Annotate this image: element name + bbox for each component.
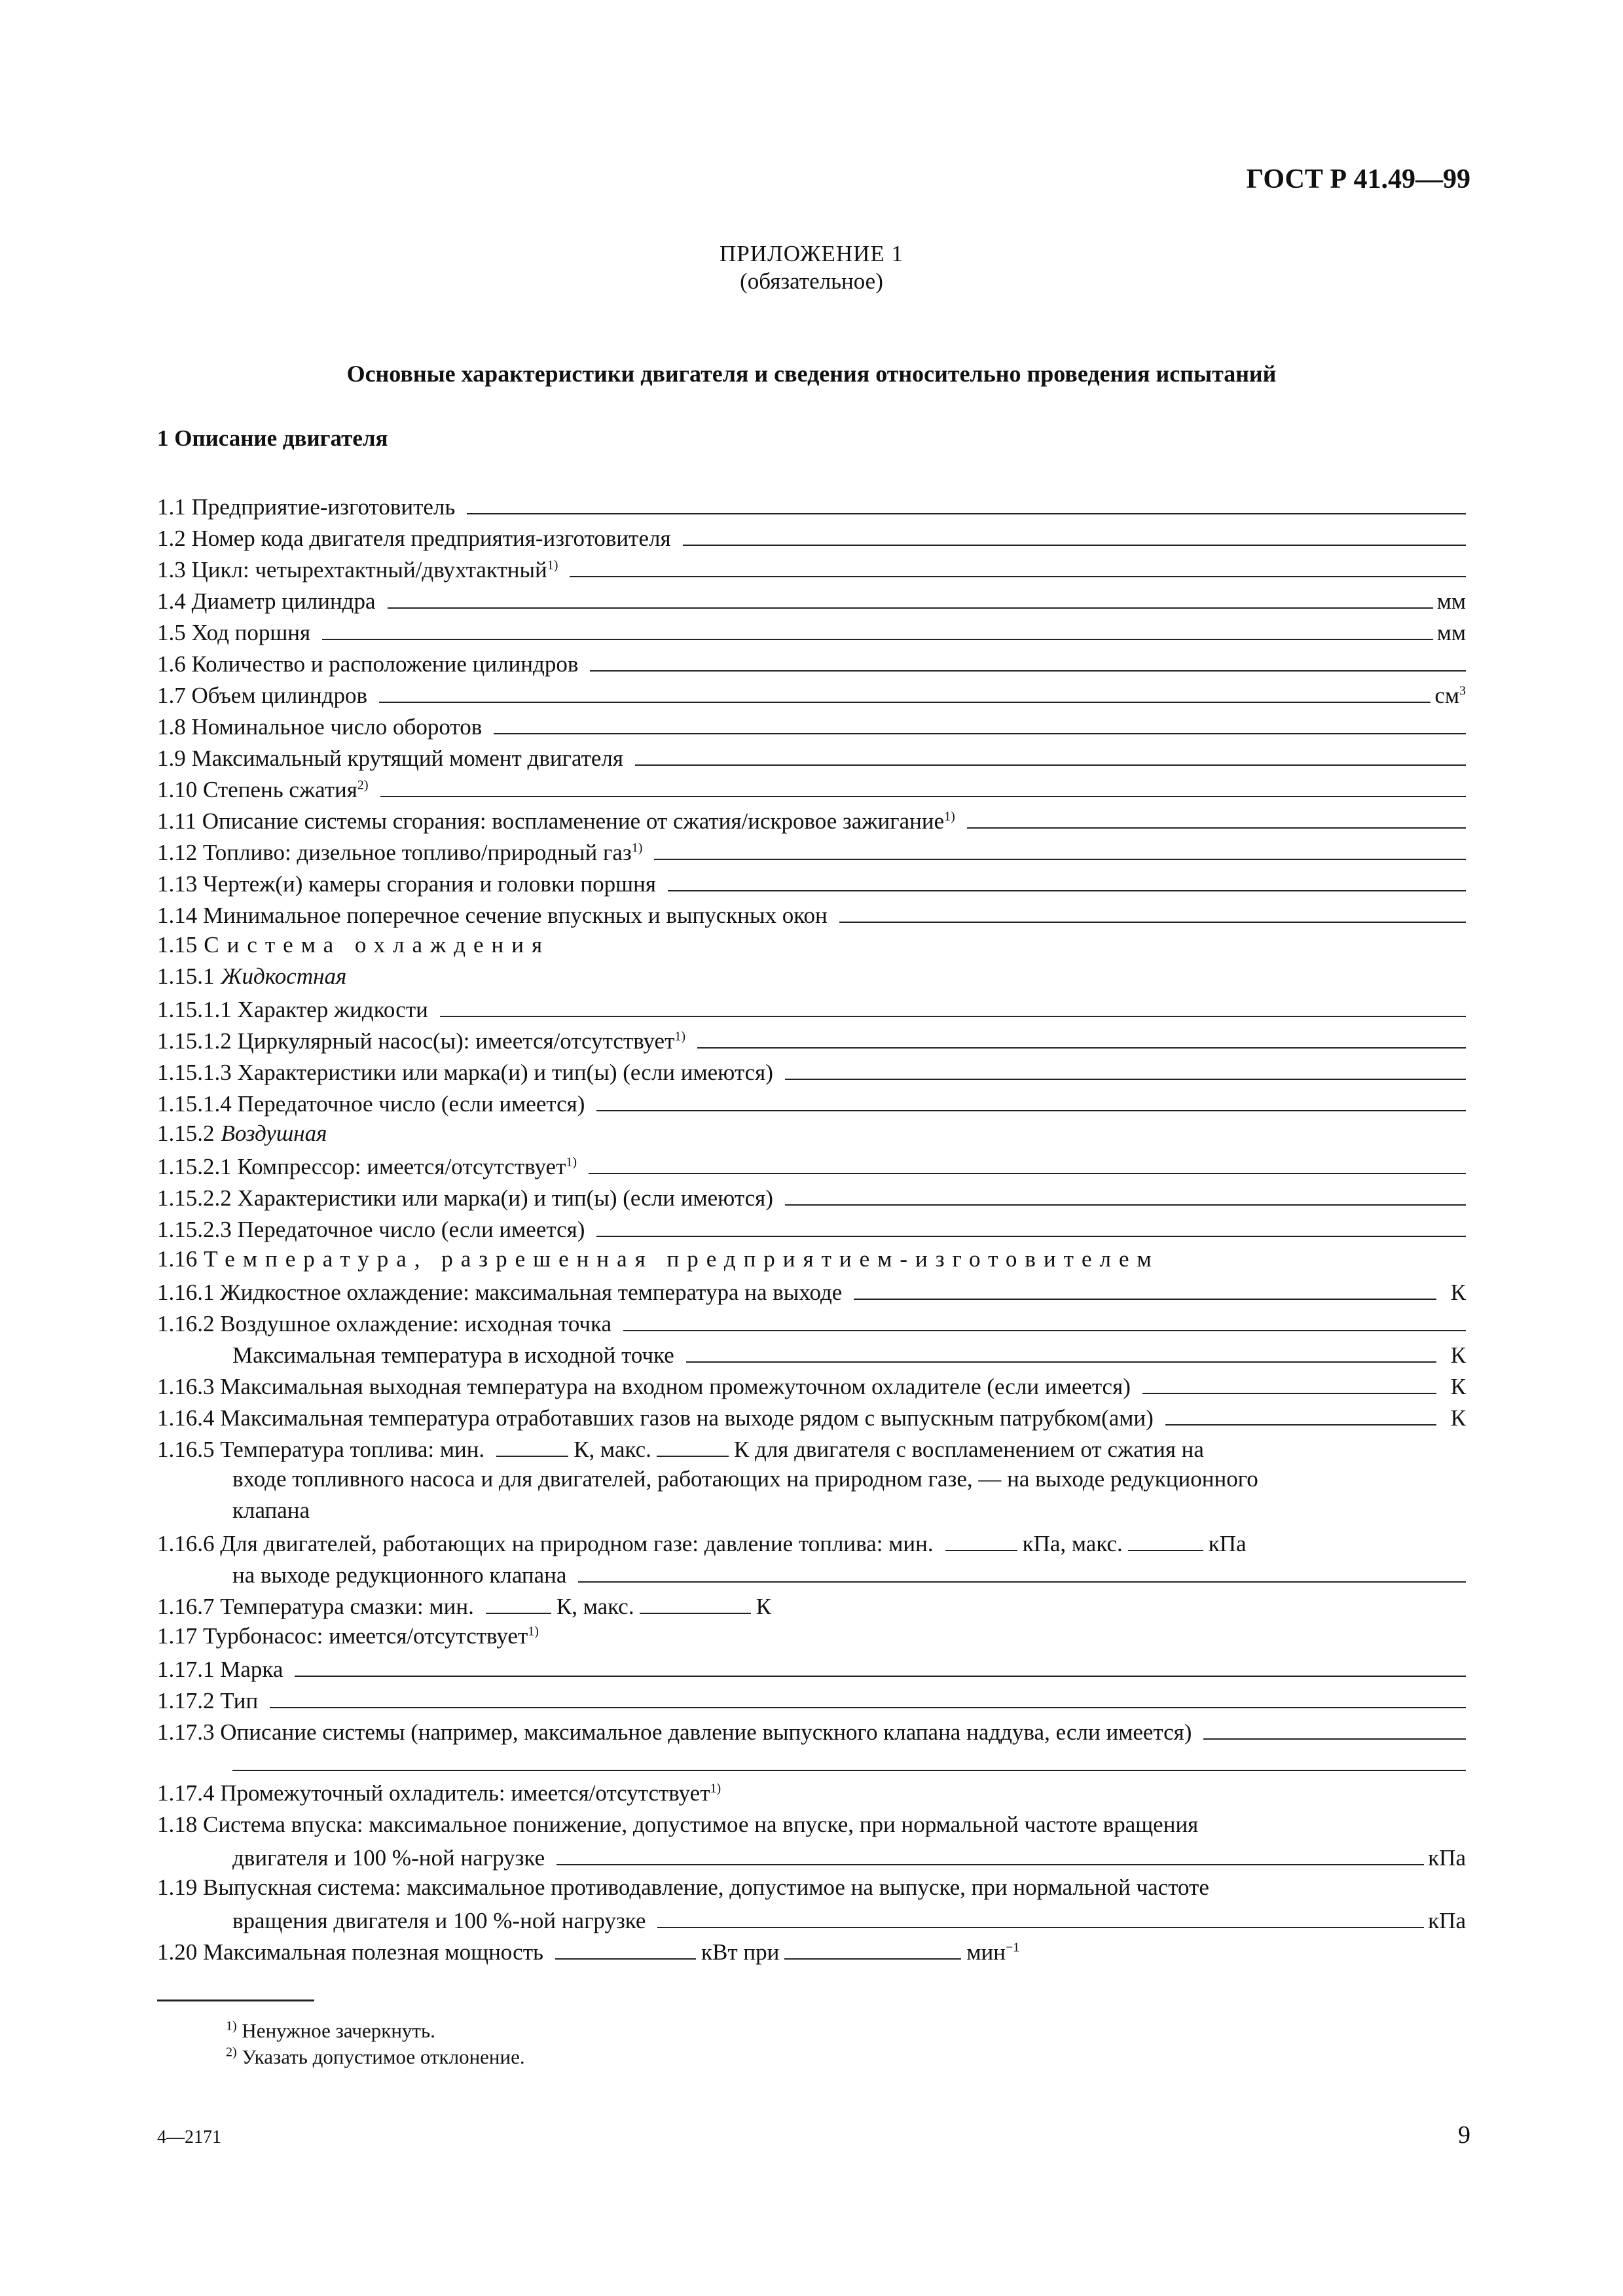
field-label: 1.16.4 Максимальная температура отработавших газов на выходе рядом с выпускным патрубком(ами) — [157, 1405, 1154, 1431]
field-label — [157, 1154, 577, 1180]
field-label: 1.20 Максимальная полезная мощность — [157, 1939, 543, 1965]
field-label: вращения двигателя и 100 %-ной нагрузке — [232, 1908, 646, 1933]
field-label: 1.9 Максимальный крутящий момент двигателя — [157, 745, 623, 771]
fill-line — [578, 1560, 1466, 1583]
field-row — [157, 1937, 1466, 1969]
fill-line — [467, 492, 1466, 514]
text-continuation — [232, 1466, 1466, 1498]
field-row — [157, 555, 1466, 586]
unit-text: см — [1434, 683, 1459, 708]
subsection-title: Воздушная — [221, 1121, 327, 1146]
field-label: 1.13 Чертеж(и) камеры сгорания и головки поршня — [157, 871, 656, 897]
fill-line — [1128, 1529, 1203, 1551]
field-label: 1.17.1 Марка — [157, 1657, 283, 1682]
field-label: 1.15.2.3 Передаточное число (если имеется) — [157, 1217, 585, 1242]
text-line: клапана — [232, 1498, 310, 1523]
field-label: 1.15.1.1 Характер жидкости — [157, 997, 428, 1022]
field-label: 1.16.6 Для двигателей, работающих на природном газе: давление топлива: мин. — [157, 1531, 934, 1556]
field-label: 1.16.7 Температура смазки: мин. — [157, 1594, 474, 1619]
field-row — [157, 806, 1466, 838]
field-label: 1.16.3 Максимальная выходная температура на входном промежуточном охладителе (если имеется) — [157, 1374, 1131, 1399]
label-text: 1.12 Топливо: дизельное топливо/природный газ — [157, 840, 632, 865]
field-row — [157, 1372, 1466, 1403]
field-row — [157, 1089, 1466, 1121]
field-label: 1.7 Объем цилиндров — [157, 683, 367, 708]
field-row — [157, 869, 1466, 901]
field-label: 1.16.2 Воздушное охлаждение: исходная точка — [157, 1311, 612, 1336]
field-row — [157, 1215, 1466, 1246]
fill-line — [967, 806, 1466, 829]
fill-line — [270, 1686, 1466, 1708]
text-row — [157, 1874, 1466, 1906]
fill-line — [623, 1309, 1466, 1331]
field-row — [157, 901, 1466, 932]
unit-label — [966, 1939, 1019, 1965]
text-continuation — [232, 1498, 1466, 1529]
field-label: 1.19 Выпускная система: максимальное противодавление, допустимое на выпуске, при нормальной частоте — [157, 1874, 1209, 1900]
unit-label — [1434, 683, 1466, 709]
footnote-ref: 1) — [710, 1781, 721, 1796]
document-code: ГОСТ Р 41.49—99 — [1246, 164, 1470, 194]
subsection-heading — [157, 1121, 1466, 1152]
field-row — [157, 712, 1466, 744]
fill-line — [555, 1937, 696, 1960]
field-row — [157, 1026, 1466, 1058]
fill-line — [785, 1183, 1466, 1206]
label-text: 1.17 Турбонасос: имеется/отсутствует — [157, 1623, 528, 1649]
unit-label: К — [1450, 1342, 1466, 1368]
fill-line — [589, 1152, 1466, 1174]
label-text: 1.11 Описание системы сгорания: воспламенение от сжатия/искровое зажигание — [157, 808, 945, 834]
subsection-number: 1.15.2 — [157, 1121, 215, 1146]
field-row-continuation — [232, 1749, 1466, 1780]
text-row — [157, 1623, 1466, 1655]
field-label: 1.4 Диаметр цилиндра — [157, 588, 376, 614]
unit-label: мм — [1436, 620, 1466, 645]
footnote-ref: 1) — [674, 1029, 686, 1044]
field-label: кПа, макс. — [1022, 1531, 1123, 1556]
fill-line — [1142, 1372, 1436, 1394]
unit-superscript: −1 — [1005, 1940, 1020, 1955]
subsection-title: Жидкостная — [221, 963, 347, 989]
fill-line — [596, 1089, 1466, 1111]
fill-line — [839, 901, 1466, 923]
fill-line — [440, 995, 1466, 1017]
subsection-heading — [157, 963, 1466, 995]
field-label: 1.15.1.4 Передаточное число (если имеется) — [157, 1091, 585, 1117]
unit-text: мин — [966, 1939, 1006, 1965]
field-label: К, макс. — [574, 1437, 651, 1462]
fill-line — [388, 586, 1433, 609]
subsection-title: Система охлаждения — [204, 932, 551, 958]
field-row-continuation — [232, 1843, 1466, 1874]
fill-line — [1203, 1717, 1466, 1740]
field-row — [157, 1183, 1466, 1215]
fill-line — [657, 1435, 729, 1457]
subsection-number: 1.15.1 — [157, 963, 215, 989]
field-label: 1.16.1 Жидкостное охлаждение: максимальная температура на выходе — [157, 1280, 843, 1305]
field-row — [157, 618, 1466, 649]
appendix-title: ПРИЛОЖЕНИЕ 1 — [719, 241, 904, 266]
field-label: 1.17.2 Тип — [157, 1688, 259, 1713]
page-number: 9 — [1458, 2121, 1470, 2149]
footnote-ref: 1) — [528, 1624, 539, 1639]
field-row — [157, 1717, 1466, 1749]
field-row-continuation — [232, 1560, 1466, 1592]
field-row — [157, 649, 1466, 681]
text-row — [157, 1780, 1466, 1812]
subsection-heading — [157, 1246, 1466, 1278]
field-label: двигателя и 100 %-ной нагрузке — [232, 1845, 545, 1871]
field-row — [157, 524, 1466, 555]
field-row — [157, 1529, 1466, 1560]
footnote-ref: 1) — [944, 809, 955, 824]
fill-line — [496, 1435, 568, 1457]
field-row — [157, 838, 1466, 869]
field-label: на выходе редукционного клапана — [232, 1562, 567, 1588]
field-row — [157, 775, 1466, 806]
field-row — [157, 1152, 1466, 1183]
field-row — [157, 1403, 1466, 1435]
unit-label: К — [1450, 1374, 1466, 1399]
footnote-marker: 1) — [226, 2018, 237, 2034]
fill-line — [379, 681, 1431, 703]
field-row — [157, 1435, 1466, 1466]
footnote-marker: 2) — [226, 2045, 237, 2060]
field-row — [157, 1278, 1466, 1309]
footnote — [226, 2045, 525, 2069]
fill-line — [380, 775, 1466, 797]
label-text: 1.15.1.2 Циркулярный насос(ы): имеется/отсутствует — [157, 1028, 675, 1054]
field-label — [157, 808, 955, 834]
field-label: 1.1 Предприятие-изготовитель — [157, 494, 456, 520]
subsection-number: 1.16 — [157, 1246, 198, 1272]
section-title: 1 Описание двигателя — [157, 425, 388, 451]
field-row — [157, 995, 1466, 1026]
field-row — [157, 744, 1466, 775]
field-label: 1.18 Система впуска: максимальное понижение, допустимое на впуске, при нормальной частоте вращения — [157, 1812, 1199, 1837]
main-title: Основные характеристики двигателя и сведения относительно проведения испытаний — [346, 361, 1277, 387]
fill-line — [494, 712, 1466, 734]
fill-line — [657, 1906, 1424, 1928]
subsection-number: 1.15 — [157, 932, 198, 958]
field-label: 1.6 Количество и расположение цилиндров — [157, 651, 579, 677]
fill-line — [556, 1843, 1424, 1865]
fill-line — [683, 524, 1466, 546]
field-row — [157, 586, 1466, 618]
fill-line — [784, 1937, 961, 1960]
field-label: 1.2 Номер кода двигателя предприятия-изготовителя — [157, 526, 671, 551]
fill-line — [570, 555, 1466, 577]
footnote — [226, 2019, 435, 2043]
footnote-ref: 2) — [357, 778, 369, 793]
fill-line — [854, 1278, 1436, 1300]
field-label — [157, 840, 642, 866]
fill-line — [590, 649, 1466, 672]
field-label — [157, 557, 558, 583]
label-text: 1.15.2.1 Компрессор: имеется/отсутствует — [157, 1154, 566, 1179]
field-label: 1.16.5 Температура топлива: мин. — [157, 1437, 485, 1462]
fill-line — [295, 1655, 1466, 1677]
field-label — [157, 1780, 721, 1806]
field-row — [157, 1655, 1466, 1686]
unit-label: мм — [1436, 588, 1466, 614]
label-text: 1.10 Степень сжатия — [157, 777, 357, 802]
field-row — [157, 681, 1466, 712]
fill-line — [654, 838, 1466, 860]
field-label: К, макс. — [556, 1594, 634, 1619]
field-row-continuation — [232, 1906, 1466, 1937]
footnote-ref: 1) — [547, 558, 558, 573]
label-text: 1.17.4 Промежуточный охладитель: имеется/отсутствует — [157, 1780, 710, 1806]
text-row — [157, 1812, 1466, 1843]
unit-label: К — [1450, 1280, 1466, 1305]
field-row — [157, 1309, 1466, 1340]
field-label — [157, 1623, 539, 1649]
unit-label: кПа — [1428, 1845, 1466, 1871]
field-label: 1.14 Минимальное поперечное сечение впускных и выпускных окон — [157, 903, 828, 928]
unit-label: К — [1450, 1405, 1466, 1431]
unit-label: кПа — [1428, 1908, 1466, 1933]
unit-label: К — [756, 1594, 771, 1619]
footnote-ref: 1) — [631, 840, 643, 855]
field-label — [157, 1028, 685, 1054]
fill-line — [686, 1340, 1436, 1363]
field-label: К для двигателя с воспламенением от сжатия на — [733, 1437, 1204, 1462]
field-label: 1.5 Ход поршня — [157, 620, 311, 645]
fill-line — [668, 869, 1466, 891]
field-row — [157, 1686, 1466, 1717]
fill-line — [945, 1529, 1017, 1551]
fill-line — [232, 1749, 1466, 1771]
footnote-divider — [157, 2000, 314, 2001]
unit-label: кПа — [1208, 1531, 1247, 1556]
field-label: кВт при — [701, 1939, 780, 1965]
footnote-text: Указать допустимое отклонение. — [242, 2045, 525, 2068]
text-line: входе топливного насоса и для двигателей, работающих на природном газе, — на выходе редукционного — [232, 1466, 1258, 1492]
field-label: 1.8 Номинальное число оборотов — [157, 714, 483, 740]
subsection-title: Температура, разрешенная предприятием-изготовителем — [204, 1246, 1159, 1272]
appendix-subtitle: (обязательное) — [740, 268, 883, 294]
fill-line — [635, 744, 1466, 766]
field-row — [157, 492, 1466, 524]
field-row — [157, 1058, 1466, 1089]
fill-line — [486, 1592, 551, 1614]
subsection-heading — [157, 932, 1466, 963]
fill-line — [1165, 1403, 1436, 1426]
label-text: 1.3 Цикл: четырехтактный/двухтактный — [157, 557, 547, 583]
field-label: Максимальная температура в исходной точке — [232, 1342, 674, 1368]
footnote-ref: 1) — [566, 1155, 577, 1170]
fill-line — [697, 1026, 1466, 1049]
fill-line — [596, 1215, 1466, 1237]
unit-superscript: 3 — [1459, 683, 1466, 698]
footnote-text: Ненужное зачеркнуть. — [242, 2019, 435, 2042]
footer-code: 4—2171 — [157, 2127, 221, 2147]
fill-line — [640, 1592, 751, 1614]
field-label: 1.15.1.3 Характеристики или марка(и) и тип(ы) (если имеются) — [157, 1060, 773, 1085]
field-row-continuation — [232, 1340, 1466, 1372]
field-label: 1.15.2.2 Характеристики или марка(и) и тип(ы) (если имеются) — [157, 1185, 773, 1211]
field-label: 1.17.3 Описание системы (например, максимальное давление выпускного клапана наддува, если имеется) — [157, 1719, 1192, 1745]
fill-line — [322, 618, 1433, 640]
fill-line — [785, 1058, 1466, 1080]
field-row — [157, 1592, 1466, 1623]
field-label — [157, 777, 369, 803]
